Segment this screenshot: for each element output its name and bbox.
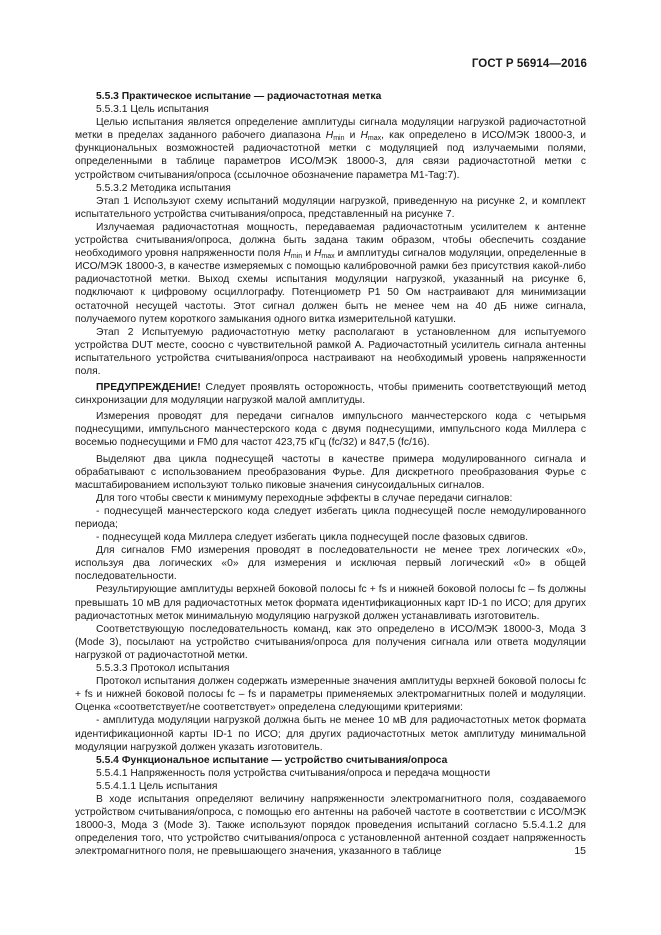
subsection-heading: 5.5.3.3 Протокол испытания xyxy=(96,663,230,675)
paragraph: Для того чтобы свести к минимуму переходные эффекты в случае передачи сигналов: xyxy=(96,492,513,504)
subsection-heading: 5.5.4.1 Напряженность поля устройства считывания/опроса и передача мощности xyxy=(96,767,491,779)
section-heading-5-5-3: 5.5.3 Практическое испытание — радиочастотная метка xyxy=(96,91,382,102)
paragraph: Протокол испытания должен содержать измеренные значения амплитуды верхней боковой полосы fc + fs и нижней боковой полосы fc – fs и параметры применяемых электромагнитных полей и модуляции. Оценка «соответствует/не соответствует» определена следующими критериями: xyxy=(75,676,586,714)
paragraph: Для сигналов FM0 измерения проводят в последовательности не менее трех логических «0», используя два логических «0» для измерения и исключая первый логический «0» в общей последовательности. xyxy=(75,545,586,583)
list-item: - поднесущей манчестерского кода следует избегать цикла поднесущей после немодулированного периода; xyxy=(75,505,586,530)
paragraph: Измерения проводят для передачи сигналов импульсного манчестерского кода с четырьмя поднесущими, импульсного манчестерского кода с двумя поднесущими, импульсного кода Миллера с восемью поднесущими и FM0 для частот 423,75 кГц (fc/32) и 847,5 (fc/16). xyxy=(75,411,586,449)
subsection-heading: 5.5.3.2 Методика испытания xyxy=(96,182,231,194)
paragraph: Этап 1 Используют схему испытаний модуляции нагрузкой, приведенную на рисунке 2, и комплект испытательного устройства считывания/опроса, представленный на рисунке 7. xyxy=(75,195,586,220)
paragraph: Выделяют два цикла поднесущей частоты в качестве примера модулированного сигнала и обрабатывают с использованием преобразования Фурье. Для дискретного преобразования Фурье с масштабированием используют только пиковые значения синусоидальных сигналов. xyxy=(75,453,586,491)
paragraph: В ходе испытания определяют величину напряженности электромагнитного поля, создаваемого устройством считывания/опроса, с помощью его антенны на рабочей частоте в соответствии с ИСО/МЭК 18000-3, Мода 3 (Mode 3). Также используют порядок проведения испытаний согласно 5.5.4.1.2 для определения того, что устройство считывания/опроса с установленной антенной создает напряженность электромагнитного поля, не превышающего значения, указанного в таблице xyxy=(75,793,586,858)
paragraph: Соответствующую последовательность команд, как это определено в ИСО/МЭК 18000-3, Мода 3 (Mode 3), посылают на устройство считывания/опроса для получения сигнала или ответа модуляции нагрузкой от радиочастотной метки. xyxy=(75,623,586,661)
paragraph: Этап 2 Испытуемую радиочастотную метку располагают в установленном для испытуемого устройства DUT месте, соосно с чувствительной рамкой А. Радиочастотный усилитель сигнала антенны испытательного устройства считывания/опроса настраивают на необходимый уровень напряженности поля. xyxy=(75,326,586,377)
subsection-heading: 5.5.4.1.1 Цель испытания xyxy=(96,780,218,792)
warning-paragraph: ПРЕДУПРЕЖДЕНИЕ! Следует проявлять осторожность, чтобы применить соответствующий метод синхронизации для модуляции нагрузкой малой амплитуды. xyxy=(75,382,586,407)
paragraph: Целью испытания является определение амплитуды сигнала модуляции нагрузкой радиочастотной метки в пределах заданного рабочего диапазона $H_{min}$ и $H_{max}$, как определено в ИСО/МЭК 18000-3, и функциональных возможностей радиочастотной метки с модуляцией под излучаемыми полями, определенными в таблице параметров ИСО/МЭК 18000-3, для связи радиочастотной метки с устройством считывания/опроса (ссылочное обозначение параметра М1-Tag:7). xyxy=(75,117,586,181)
page-number: 15 xyxy=(574,845,586,857)
list-item: - амплитуда модуляции нагрузкой должна быть не менее 10 мВ для радиочастотных меток формата идентификационной карты ID-1 по ИСО; для других радиочастотных меток амплитуду минимальной модуляции нагрузкой должен указать изготовитель. xyxy=(75,715,586,753)
list-item: - поднесущей кода Миллера следует избегать цикла поднесущей после фазовых сдвигов. xyxy=(96,532,529,544)
subsection-heading: 5.5.3.1 Цель испытания xyxy=(96,104,209,116)
document-id-header: ГОСТ Р 56914—2016 xyxy=(471,58,587,70)
section-heading-5-5-4: 5.5.4 Функциональное испытание — устройство считывания/опроса xyxy=(96,754,448,766)
paragraph: Излучаемая радиочастотная мощность, передаваемая радиочастотным усилителем к антенне устройства считывания/опроса, должна быть задана таким образом, чтобы обеспечить создание необходимого уровня напряженности поля $H_{min}$ и $H_{max}$ и амплитуды сигналов модуляции, определенные в ИСО/МЭК 18000-3, в качестве измеряемых с помощью калибровочной рамки без присутствия какой-либо радиочастотной метки. Выход схемы испытания модуляции нагрузкой, указанный на рисунке 6, подключают к цифровому осциллографу. Потенциометр Р1 50 Ом настраивают для минимизации остаточной несущей частоты. Этот сигнал должен быть не менее чем на 40 дБ ниже сигнала, получаемого путем короткого замыкания одного витка измерительной катушки. xyxy=(75,221,586,325)
warning-label: ПРЕДУПРЕЖДЕНИЕ! xyxy=(96,382,201,394)
page-body xyxy=(75,90,586,858)
paragraph: Результирующие амплитуды верхней боковой полосы fc + fs и нижней боковой полосы fc – fs должны превышать 10 мВ для радиочастотных меток формата идентификационных карт ID-1 по ИСО; для других радиочастотных меток минимальную модуляцию нагрузкой должен устанавливать изготовитель. xyxy=(75,584,586,622)
